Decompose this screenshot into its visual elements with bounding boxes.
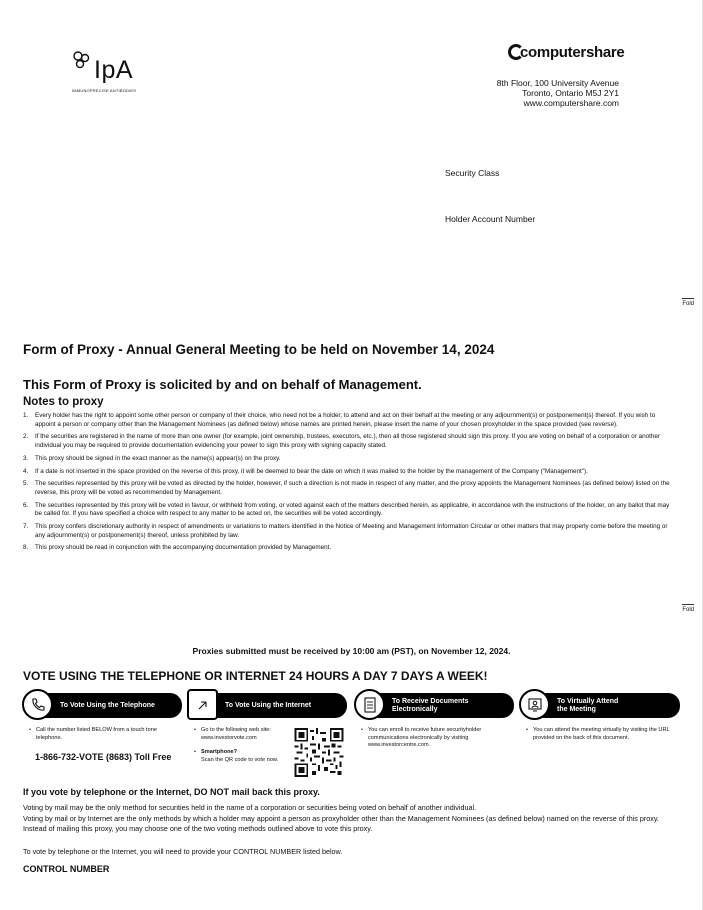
- virtual-meeting-label: To Virtually Attend the Meeting: [557, 698, 619, 713]
- holder-account-label: Holder Account Number: [445, 214, 536, 224]
- transfer-agent-logo: [508, 44, 625, 68]
- person-screen-icon: [519, 689, 550, 720]
- do-not-mail-notice: If you vote by telephone or the Internet, DO NOT mail back this proxy.: [23, 787, 320, 797]
- smartphone-instructions: • Smartphone? Scan the QR code to vote now.: [194, 749, 279, 763]
- company-logo: [72, 50, 162, 96]
- note-item: 4. If a date is not inserted in the space provided on the reverse of this proxy, it will be deemed to bear the date on which it was mailed to the holder by the management of the Company ("Management").: [23, 467, 588, 475]
- receive-documents-instructions: • You can enroll to receive future securityholder communications electronically by visiting www.investorcentre.com.: [361, 727, 482, 749]
- company-logo-text: IpA: [94, 56, 134, 84]
- notes-heading: Notes to proxy: [23, 396, 104, 408]
- control-number-instructions: To vote by telephone or the Internet, you will need to provide your CONTROL NUMBER listed below.: [23, 847, 343, 856]
- document-icon: [354, 689, 385, 720]
- receive-documents-label: To Receive Documents Electronically: [392, 698, 469, 713]
- telephone-instructions: • Call the number listed BELOW from a touch tone telephone.: [29, 727, 157, 741]
- company-logo-subtext: IMMUNOPRECISE ANTIBODIES: [72, 88, 137, 93]
- note-item: 8. This proxy should be read in conjunction with the accompanying documentation provided by Management.: [23, 544, 332, 552]
- note-item: 7. This proxy confers discretionary authority in respect of amendments or variations to matters identified in the Notice of Meeting and Management Information Circular or other matters that may properly come before the meeting or any adjournment(s) or postponement(s) thereof, unless prohibited by law.: [23, 523, 668, 539]
- telephone-number[interactable]: 1-866-732-VOTE (8683) Toll Free: [35, 752, 172, 762]
- vote-telephone-banner: [22, 689, 182, 721]
- vote-internet-banner: [187, 689, 347, 721]
- note-item: 1. Every holder has the right to appoint some other person or company of their choice, who need not be a holder, to attend and act on their behalf at the meeting or any adjournment(s) or postponement(s) thereof. If you wish to appoint a person or company other than the Management Nominees (as defined below) whose names are printed herein, please insert the name of your chosen proxyholder in the space provided (see reverse).: [23, 412, 656, 428]
- address-line: Toronto, Ontario M5J 2Y1: [522, 88, 619, 98]
- proxy-deadline: Proxies submitted must be received by 10:00 am (PST), on November 12, 2024.: [192, 646, 511, 656]
- internet-instructions: • Go to the following web site: www.investorvote.com: [194, 727, 271, 741]
- mail-voting-paragraph: Voting by mail may be the only method for securities held in the name of a corporation or securities being voted on behalf of another individual.: [23, 803, 477, 812]
- transfer-agent-logo-text: computershare: [520, 44, 625, 61]
- vote-telephone-label: To Vote Using the Telephone: [60, 701, 155, 709]
- address-website: www.computershare.com: [523, 98, 619, 108]
- receive-documents-banner: [354, 689, 514, 721]
- note-item: 5. The securities represented by this proxy will be voted as directed by the holder, however, if such a direction is not made in respect of any matter, and the proxy appoints the Management Nominees (as defined below) listed on the reverse, this proxy will be voted as recommended by Management.: [23, 480, 670, 496]
- qr-code[interactable]: [294, 728, 344, 777]
- vote-internet-label: To Vote Using the Internet: [225, 701, 312, 709]
- note-item: 6. The securities represented by this proxy will be voted in favour, or withheld from voting, or voted against each of the matters described herein, as applicable, in accordance with the instructions of the holder, on any ballot that may be called for. If you have specified a choice with respect to any matter to be acted on, the securities will be voted accordingly.: [23, 501, 670, 518]
- virtual-meeting-banner: [519, 689, 680, 721]
- note-item: 3. This proxy should be signed in the exact manner as the name(s) appear(s) on the proxy.: [23, 454, 281, 462]
- transfer-agent-address: [497, 78, 619, 108]
- ipa-mark-icon: [72, 50, 92, 72]
- mail-internet-voting-paragraph: Voting by mail or by Internet are the only methods by which a holder may appoint a person as proxyholder other than the Management Nominees (as defined below) named on the reverse of this proxy. Instead of mailing this proxy, you may choose one of the two voting methods outlined above to vote this proxy.: [23, 814, 659, 833]
- cursor-icon: [187, 689, 218, 720]
- solicited-by-heading: This Form of Proxy is solicited by and on behalf of Management.: [23, 377, 422, 392]
- address-line: 8th Floor, 100 University Avenue: [496, 78, 619, 88]
- vote-heading: VOTE USING THE TELEPHONE OR INTERNET 24 HOURS A DAY 7 DAYS A WEEK!: [23, 669, 488, 683]
- note-item: 2. If the securities are registered in the name of more than one owner (for example, joint ownership, trustees, executors, etc.), then all those registered should sign this proxy. If you are voting on behalf of a corporation or another individual you may be required to provide documentation evidencing your power to sign this proxy with signing capacity stated.: [23, 433, 661, 449]
- notes-list: [23, 412, 673, 557]
- fold-mark: Fold: [682, 301, 694, 307]
- fold-mark: Fold: [682, 607, 694, 613]
- virtual-meeting-instructions: • You can attend the meeting virtually by visiting the URL provided on the back of this document.: [526, 727, 670, 741]
- form-title: Form of Proxy - Annual General Meeting to be held on November 14, 2024: [23, 342, 495, 357]
- telephone-icon: [22, 689, 53, 720]
- security-class-label: Security Class: [445, 168, 500, 178]
- control-number-label: CONTROL NUMBER: [23, 864, 110, 874]
